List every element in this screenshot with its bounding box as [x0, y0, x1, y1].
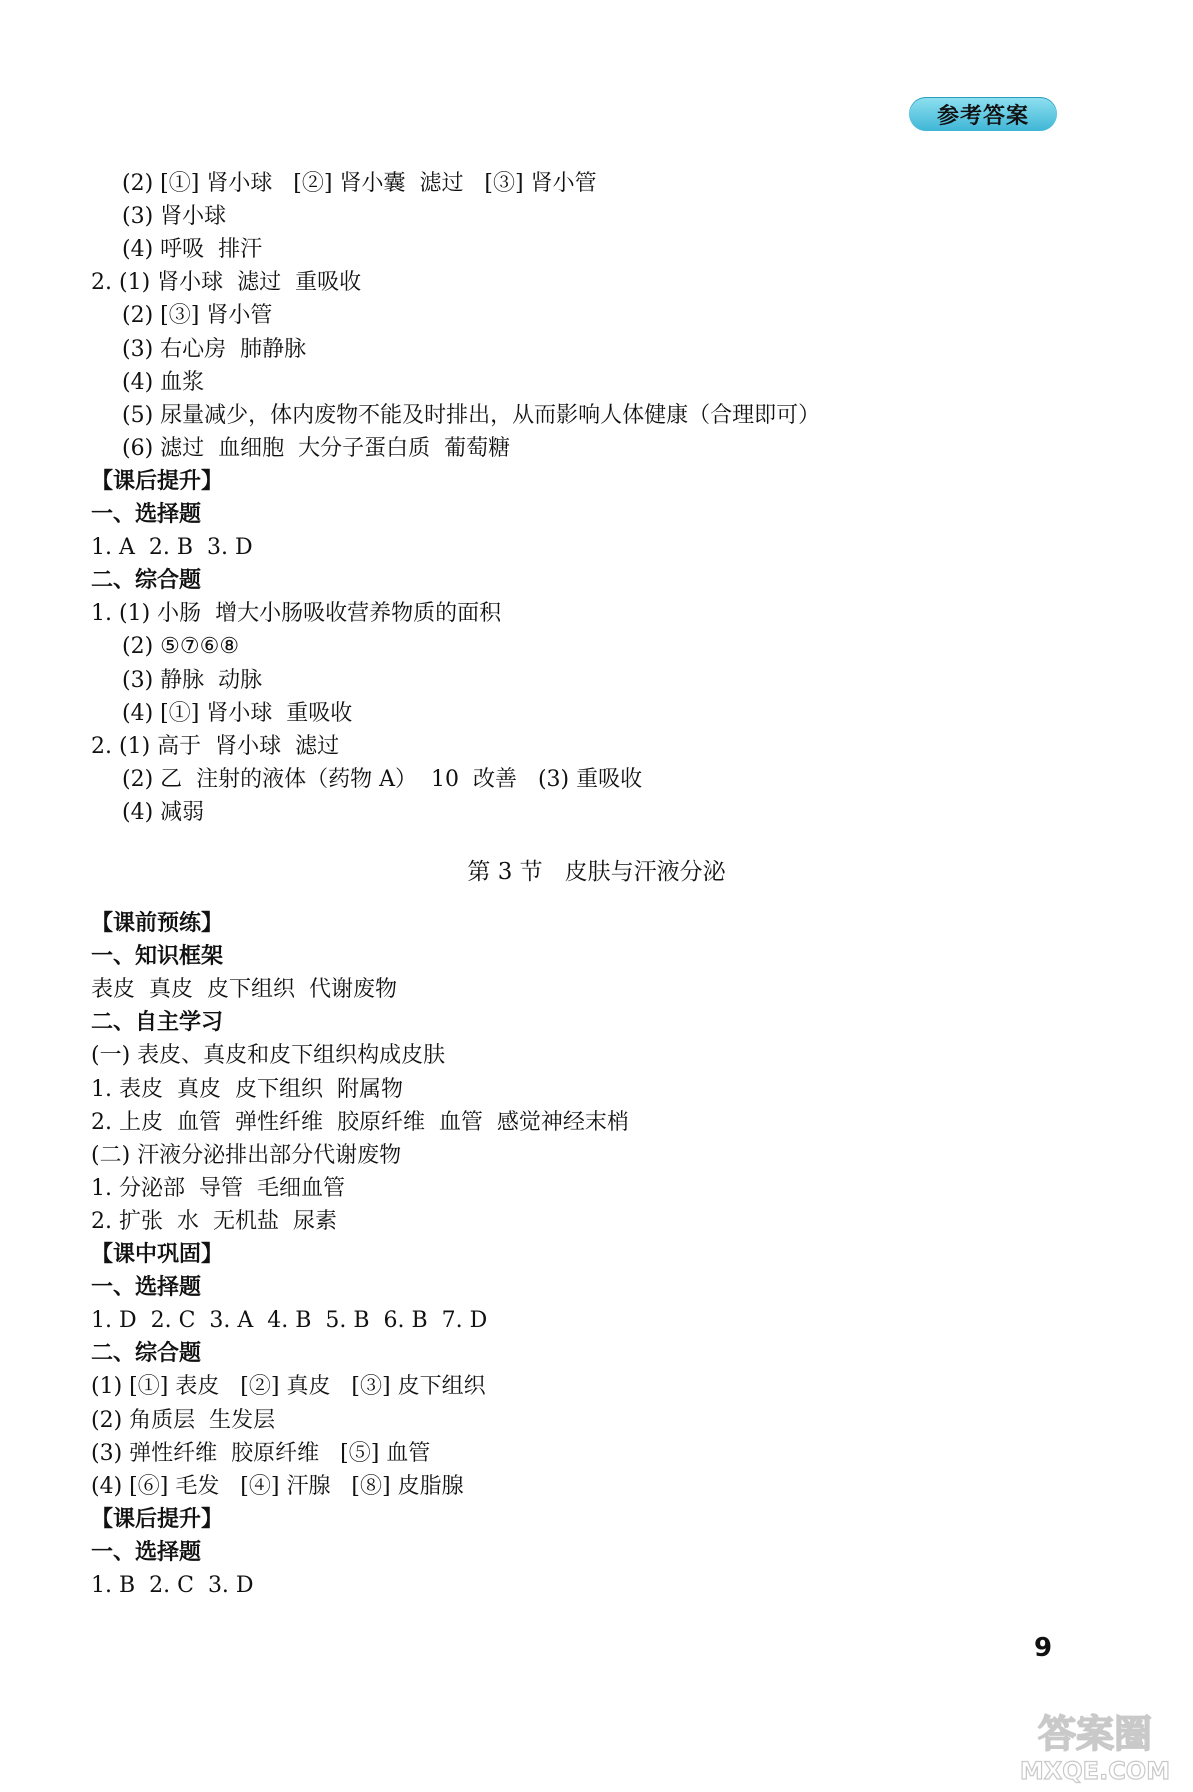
- answer-line: 1. A 2. B 3. D: [91, 535, 253, 561]
- answer-line: (2) 乙 注射的液体（药物 A） 10 改善 (3) 重吸收: [122, 766, 643, 792]
- answer-line: (2) [①] 肾小球 [②] 肾小囊 滤过 [③] 肾小管: [122, 171, 597, 196]
- section-heading: 【课后提升】: [91, 468, 224, 494]
- section-heading: 一、选择题: [91, 502, 202, 527]
- section-heading: 二、自主学习: [91, 1010, 224, 1036]
- answer-line: (一) 表皮、真皮和皮下组织构成皮肤: [91, 1043, 446, 1069]
- answer-line: 2. (1) 高于 肾小球 滤过: [91, 733, 340, 759]
- watermark-logo: [1005, 1705, 1185, 1785]
- section-heading: 【课前预练】: [91, 911, 224, 936]
- answer-line: 2. 扩张 水 无机盐 尿素: [91, 1208, 337, 1234]
- answer-line: (3) 肾小球: [122, 204, 227, 230]
- answer-line: 1. (1) 小肠 增大小肠吸收营养物质的面积: [91, 601, 502, 627]
- answer-line: 1. 表皮 真皮 皮下组织 附属物: [91, 1076, 403, 1102]
- answer-key-badge: 参考答案: [909, 97, 1057, 131]
- answer-line: (2) ⑤⑦⑥⑧: [122, 634, 240, 660]
- answer-line: (4) [①] 肾小球 重吸收: [122, 700, 353, 726]
- answer-line: 2. (1) 肾小球 滤过 重吸收: [91, 270, 362, 296]
- answer-line: (3) 静脉 动脉: [122, 667, 263, 693]
- answer-line: (4) 呼吸 排汗: [122, 237, 263, 263]
- watermark-top: 答案圈: [1037, 1712, 1153, 1756]
- answer-line: 1. 分泌部 导管 毛细血管: [91, 1175, 345, 1201]
- answer-line: (二) 汗液分泌排出部分代谢废物: [91, 1142, 402, 1168]
- section-heading: 【课后提升】: [91, 1506, 224, 1532]
- answer-line: (5) 尿量减少，体内废物不能及时排出，从而影响人体健康（合理即可）: [122, 402, 821, 428]
- section-title: 第 3 节 皮肤与汗液分泌: [467, 859, 726, 885]
- answer-line: (1) [①] 表皮 [②] 真皮 [③] 皮下组织: [91, 1374, 486, 1400]
- answer-line: (3) 弹性纤维 胶原纤维 [⑤] 血管: [91, 1440, 431, 1466]
- answer-line: (6) 滤过 血细胞 大分子蛋白质 葡萄糖: [122, 435, 511, 461]
- answer-line: (4) 减弱: [122, 799, 205, 825]
- section-heading: 一、知识框架: [91, 944, 224, 970]
- answer-line: 2. 上皮 血管 弹性纤维 胶原纤维 血管 感觉神经末梢: [91, 1109, 629, 1135]
- answer-line: 1. B 2. C 3. D: [91, 1573, 254, 1598]
- answer-line: (3) 右心房 肺静脉: [122, 336, 307, 362]
- answer-line: 表皮 真皮 皮下组织 代谢废物: [91, 977, 397, 1003]
- section-heading: 【课中巩固】: [91, 1242, 224, 1267]
- section-heading: 一、选择题: [91, 1275, 202, 1301]
- watermark-bottom: MXQE.COM: [1019, 1757, 1171, 1785]
- answer-line: 1. D 2. C 3. A 4. B 5. B 6. B 7. D: [91, 1308, 488, 1334]
- section-heading: 二、综合题: [91, 568, 202, 594]
- section-heading: 一、选择题: [91, 1539, 202, 1565]
- section-heading: 二、综合题: [91, 1341, 202, 1367]
- answer-line: (2) 角质层 生发层: [91, 1407, 276, 1433]
- answer-line: (4) [⑥] 毛发 [④] 汗腺 [⑧] 皮脂腺: [91, 1473, 464, 1499]
- page-number: 9: [1034, 1633, 1053, 1663]
- answer-line: (4) 血浆: [122, 369, 205, 395]
- answer-line: (2) [③] 肾小管: [122, 303, 273, 329]
